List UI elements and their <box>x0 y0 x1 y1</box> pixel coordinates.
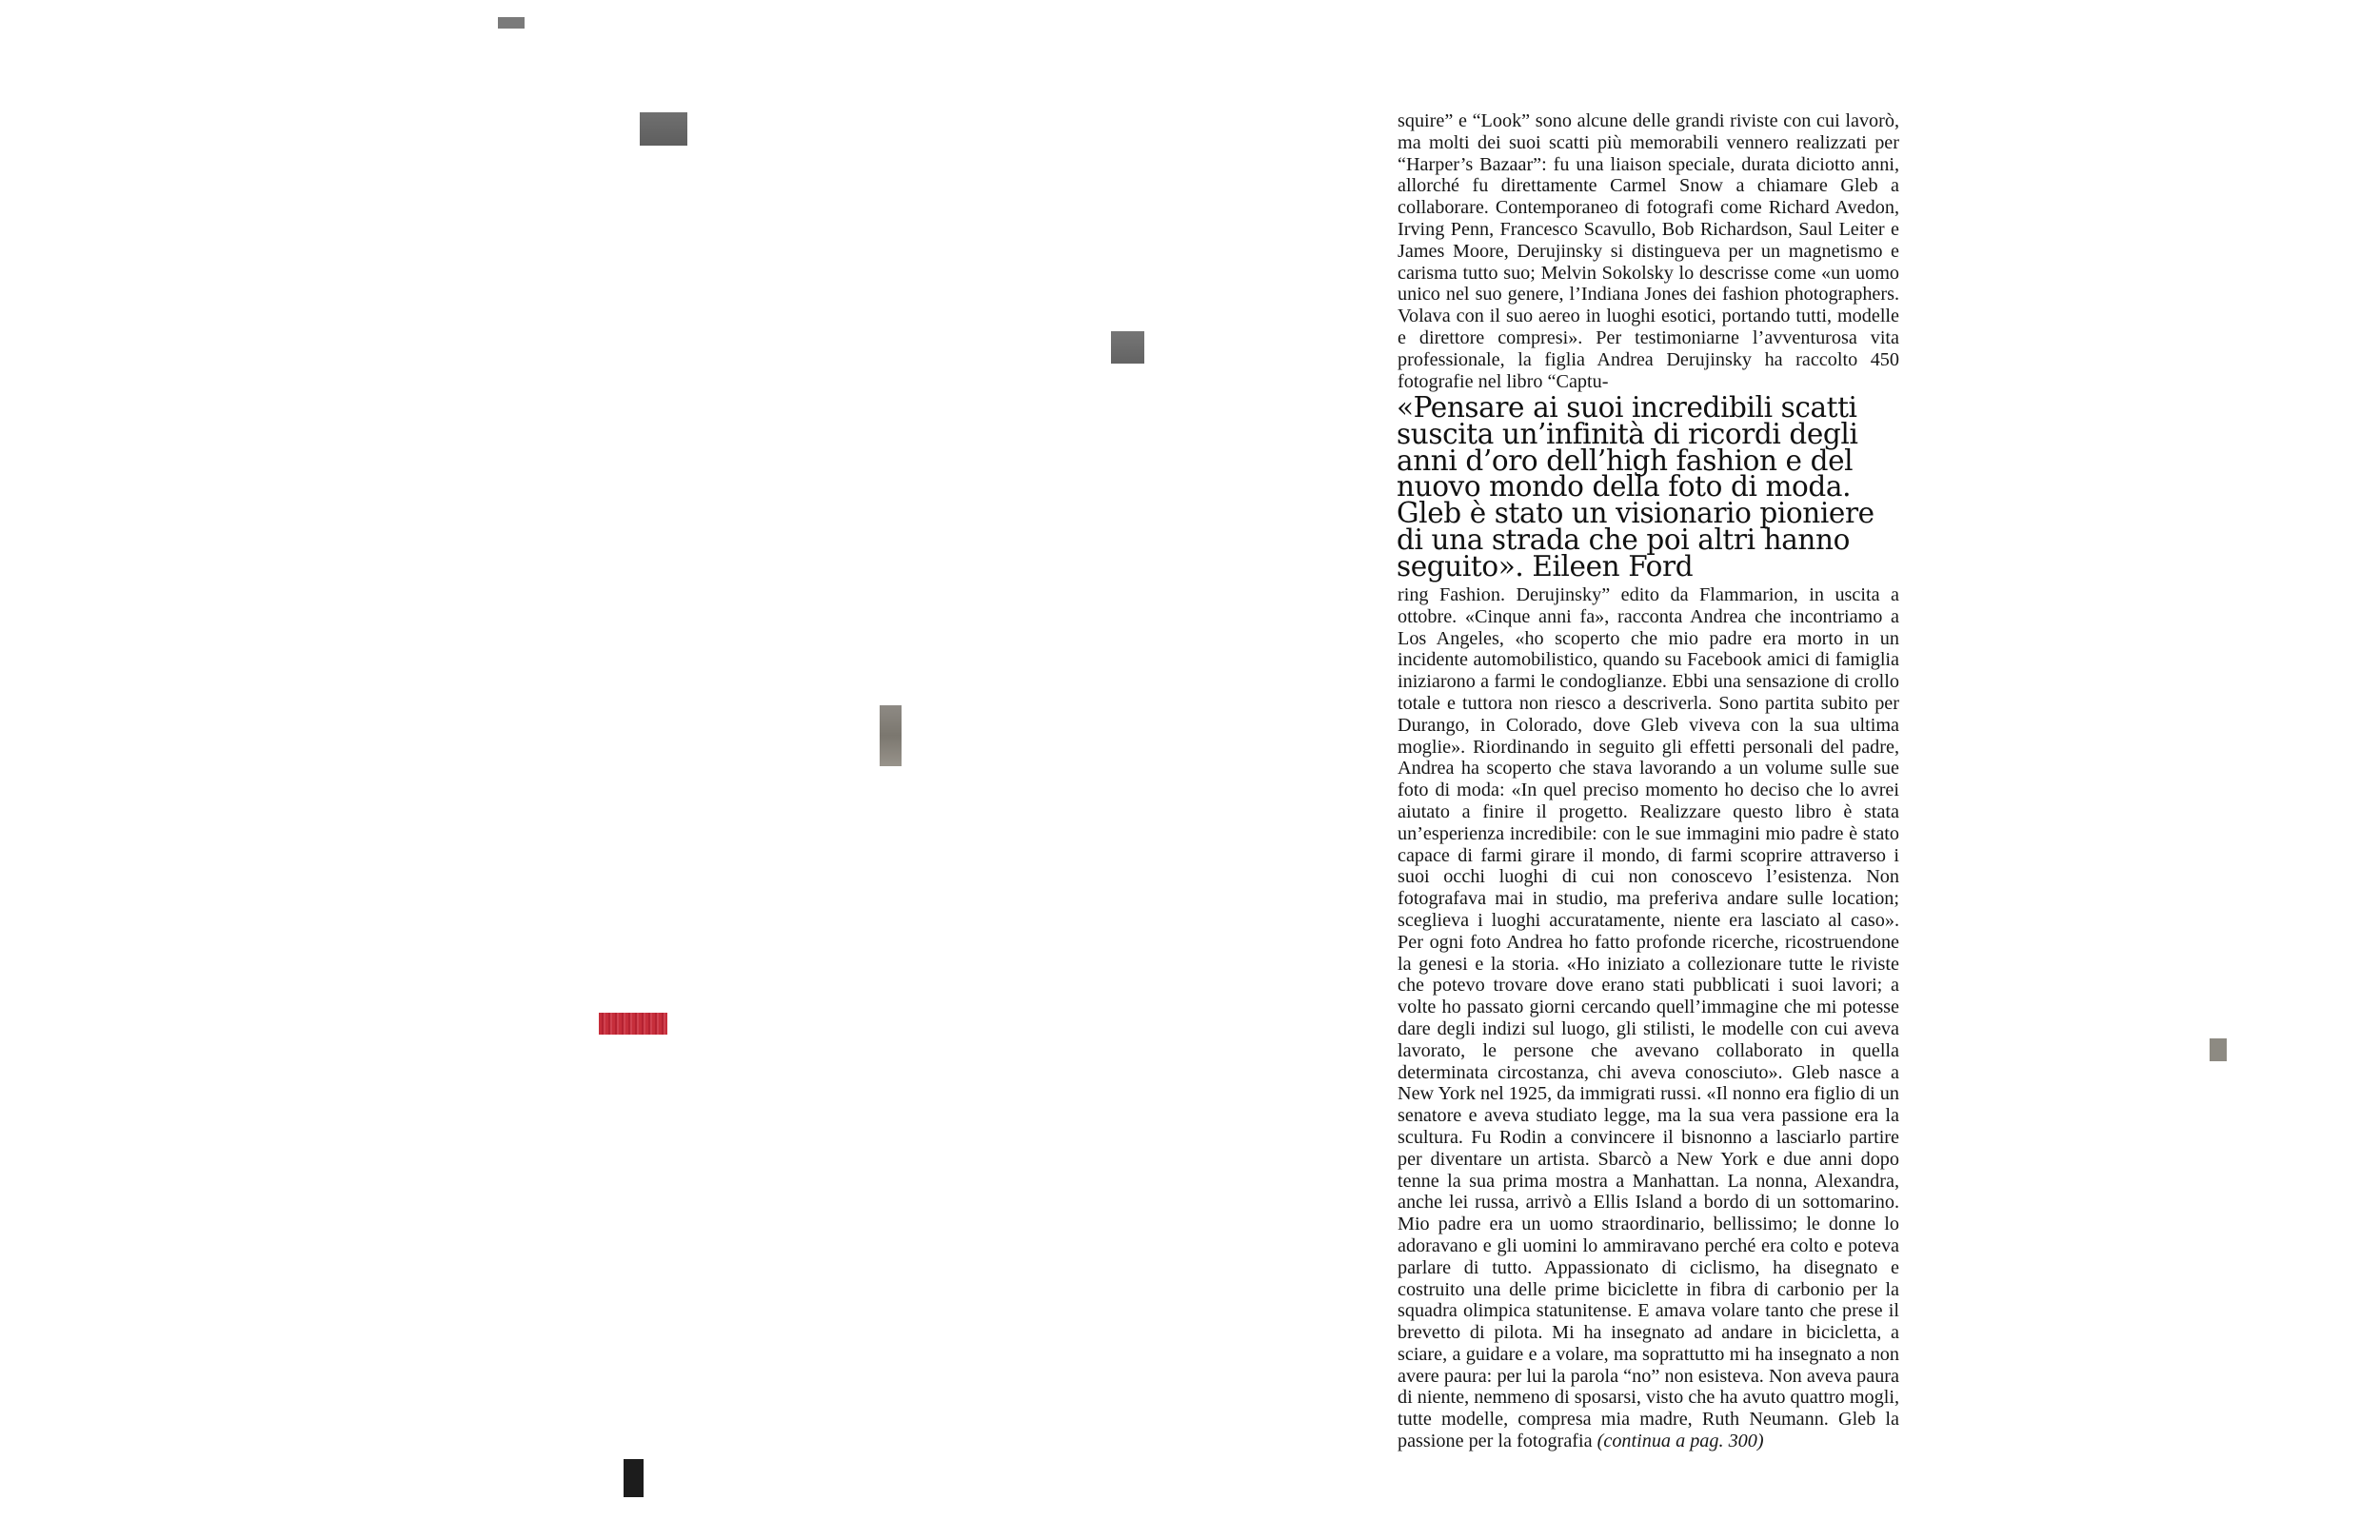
photo-fragment-right-edge <box>2210 1038 2227 1061</box>
article-paragraph-top: squire” e “Look” sono alcune delle grandi riviste con cui lavorò, ma molti dei suoi scatti più memorabili vennero realizzati per “Harper’s Bazaar”: fu una liaison speciale, durata diciotto anni, allorché fu direttamente Carmel Snow a chiamare Gleb a collaborare. Contemporaneo di fotografi come Richard Avedon, Irving Penn, Francesco Scavullo, Bob Richardson, Saul Leiter e James Moore, Derujinsky si distingueva per un magnetismo e carisma tutto suo; Melvin Sokolsky lo descrisse come «un uomo unico nel suo genere, l’Indiana Jones dei fashion photographers. Volava con il suo aereo in luoghi esotici, portando tutti, modelle e direttore compresi». Per testimoniarne l’avventurosa vita professionale, la figlia Andrea Derujinsky ha raccolto 450 fotografie nel libro “Captu- <box>1398 110 1899 392</box>
photo-fragment-top <box>498 17 525 29</box>
pull-quote: «Pensare ai suoi incredibili scatti suscita un’infinità di ricordi degli anni d’oro dell’high fashion e del nuovo mondo della foto di moda. Gleb è stato un visionario pioniere di una strada che poi altri hanno seguito». Eileen Ford <box>1397 391 1874 582</box>
photo-fragment-gray-1 <box>640 112 687 146</box>
photo-fragment-stone <box>880 705 902 766</box>
photo-fragment-dark <box>624 1459 644 1497</box>
article-body-text: ring Fashion. Derujinsky” edito da Flammarion, in uscita a ottobre. «Cinque anni fa», racconta Andrea che incontriamo a Los Angeles, «ho scoperto che mio padre era morto in un incidente automobilistico, quando su Facebook amici di famiglia iniziarono a farmi le condoglianze. Ebbi una sensazione di crollo totale e tuttora non riesco a descriverla. Sono partita subito per Durango, in Colorado, dove Gleb viveva con la sua ultima moglie». Riordinando in seguito gli effetti personali del padre, Andrea ha scoperto che stava lavorando a un volume sulle sue foto di moda: «In quel preciso momento ho deciso che lo avrei aiutato a finire il progetto. Realizzare questo libro è stata un’esperienza incredibile: con le sue immagini mio padre è stato capace di farmi girare il mondo, di farmi scoprire attraverso i suoi occhi luoghi di cui non conoscevo l’esistenza. Non fotografava mai in studio, ma preferiva andare sulle location; sceglieva i luoghi accuratamente, niente era lasciato al caso». Per ogni foto Andrea ho fatto profonde ricerche, ricostruendone la genesi e la storia. «Ho iniziato a collezionare tutte le riviste che potevo trovare dove erano stati pubblicati i suoi lavori; a volte ho passato giorni cercando quell’immagine che mi potesse dare degli indizi sul luogo, gli stilisti, le modelle con cui aveva lavorato, le persone che avevano collaborato in quella determinata circostanza, chi aveva conosciuto». Gleb nasce a New York nel 1925, da immigrati russi. «Il nonno era figlio di un senatore e aveva studiato legge, ma la sua vera passione era la scultura. Fu Rodin a convincere il bisnonno a lasciarlo partire per diventare un artista. Sbarcò a New York e due anni dopo tenne la sua prima mostra a Manhattan. La nonna, Alexandra, anche lei russa, arrivò a Ellis Island a bordo di un sottomarino. Mio padre era un uomo straordinario, bellissimo; le donne lo adoravano e gli uomini lo ammiravano perché era colto e poteva parlare di tutto. Appassionato di ciclismo, ha disegnato e costruito una delle prime biciclette in fibra di carbonio per la squadra olimpica statunitense. E amava volare tanto che prese il brevetto di pilota. Mi ha insegnato ad andare in bicicletta, a sciare, a guidare e a volare, ma soprattutto mi ha insegnato a non avere paura: per lui la parola “no” non esisteva. Non aveva paura di niente, nemmeno di sposarsi, visto che ha avuto quattro mogli, tutte modelle, compresa mia madre, Ruth Neumann. Gleb la passione per la fotografia <box>1398 584 1899 1452</box>
article-column-bottom <box>1398 584 1899 1452</box>
continued-on-page-note: (continua a pag. 300) <box>1597 1431 1764 1452</box>
photo-fragment-red <box>599 1013 667 1035</box>
article-column-top <box>1398 110 1899 392</box>
photo-fragment-gray-2 <box>1111 331 1144 364</box>
article-paragraph-bottom <box>1398 584 1899 1452</box>
